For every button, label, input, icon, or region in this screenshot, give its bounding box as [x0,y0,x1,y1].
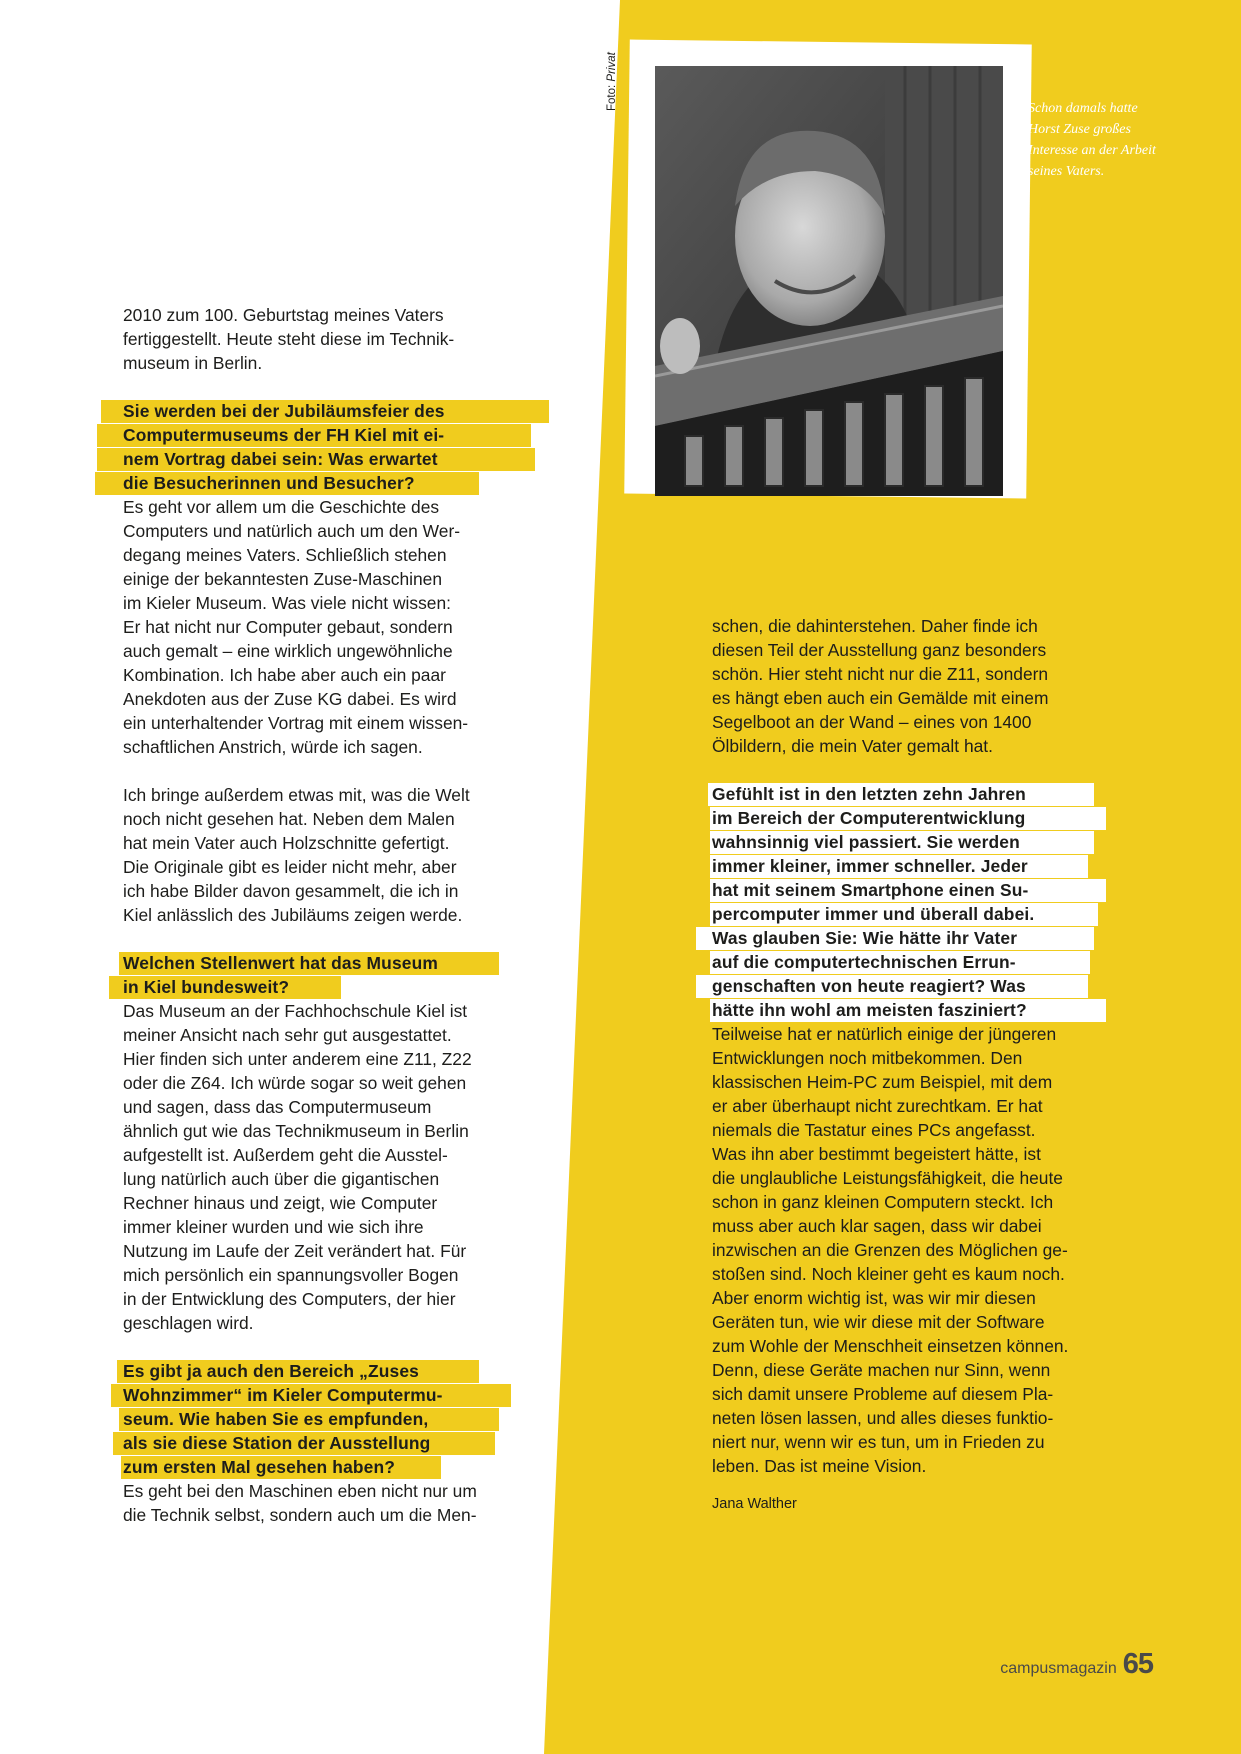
text-line: aufgestellt ist. Außerdem geht die Ausstel- [123,1145,448,1165]
text-line: Rechner hinaus und zeigt, wie Computer [123,1193,438,1213]
question-line: im Bereich der Computerentwicklung [712,808,1026,828]
text-line: stoßen sind. Noch kleiner geht es kaum noch. [712,1264,1065,1284]
question-line: zum ersten Mal gesehen haben? [123,1457,396,1477]
text-line: auch gemalt – eine wirklich ungewöhnliche [123,641,453,661]
question-line: die Besucherinnen und Besucher? [123,473,415,493]
author-name: Jana Walther [712,1496,797,1512]
text-line: niert nur, wenn wir es tun, um in Frieden zu [712,1432,1045,1452]
question-line: Es gibt ja auch den Bereich „Zuses [123,1361,419,1381]
text-line: ich habe Bilder davon gesammelt, die ich in [123,881,459,901]
text-line: im Kieler Museum. Was viele nicht wissen: [123,593,451,613]
text-line: Entwicklungen noch mitbekommen. Den [712,1048,1023,1068]
caption-line: Horst Zuse großes [1028,122,1131,137]
text-line: Geräten tun, wie wir diese mit der Software [712,1312,1045,1332]
text-line: degang meines Vaters. Schließlich stehen [123,545,447,565]
text-line: Was ihn aber bestimmt begeistert hätte, ist [712,1144,1041,1164]
caption-line: seines Vaters. [1028,164,1105,179]
interview-answer [123,495,533,759]
text-line: meiner Ansicht nach sehr gut ausgestattet. [123,1025,452,1045]
text-line: er aber überhaupt nicht zurechtkam. Er hat [712,1096,1043,1116]
text-line: Das Museum an der Fachhochschule Kiel ist [123,1001,468,1021]
text-line: einige der bekanntesten Zuse-Maschinen [123,569,443,589]
question-line: Was glauben Sie: Wie hätte ihr Vater [712,928,1018,948]
text-line: Computers und natürlich auch um den Wer- [123,521,461,541]
interview-answer [123,783,533,927]
interview-answer [712,614,1112,758]
text-line: lung natürlich auch über die gigantischen [123,1169,440,1189]
interview-answer [123,999,533,1335]
text-line: schen, die dahinterstehen. Daher finde ich [712,616,1038,636]
text-line: Die Originale gibt es leider nicht mehr, aber [123,857,457,877]
text-line: Kombination. Ich habe aber auch ein paar [123,665,446,685]
text-line: oder die Z64. Ich würde sogar so weit gehen [123,1073,467,1093]
interview-question [123,951,533,999]
text-line: zum Wohle der Menschheit einsetzen können. [712,1336,1069,1356]
text-line: mich persönlich ein spannungsvoller Bogen [123,1265,459,1285]
text-line: inzwischen an die Grenzen des Möglichen ge- [712,1240,1068,1260]
question-line: nem Vortrag dabei sein: Was erwartet [123,449,438,469]
text-line: Denn, diese Geräte machen nur Sinn, wenn [712,1360,1051,1380]
text-line: immer kleiner wurden und wie sich ihre [123,1217,424,1237]
text-line: neten lösen lassen, und alles dieses funktio- [712,1408,1054,1428]
page-number: 65 [1122,1648,1153,1680]
right-column [712,614,1112,1478]
left-column [123,303,533,1527]
text-line: schon in ganz kleinen Computern steckt. Ich [712,1192,1054,1212]
question-line: hätte ihn wohl am meisten fasziniert? [712,1000,1027,1020]
text-line: ähnlich gut wie das Technikmuseum in Berlin [123,1121,469,1141]
text-line: schaftlichen Anstrich, würde ich sagen. [123,737,423,757]
text-line: schön. Hier steht nicht nur die Z11, sondern [712,664,1049,684]
text-line: klassischen Heim-PC zum Beispiel, mit dem [712,1072,1053,1092]
interview-question [123,399,533,495]
page-footer [1000,1648,1153,1681]
text-line: Er hat nicht nur Computer gebaut, sondern [123,617,453,637]
text-line: fertiggestellt. Heute steht diese im Technik- [123,329,455,349]
question-line: auf die computertechnischen Errun- [712,952,1016,972]
question-line: wahnsinnig viel passiert. Sie werden [712,832,1020,852]
text-line: hat mein Vater auch Holzschnitte gefertigt. [123,833,450,853]
caption-line: Interesse an der Arbeit [1028,143,1156,158]
text-line: Es geht bei den Maschinen eben nicht nur um [123,1481,477,1501]
text-line: noch nicht gesehen hat. Neben dem Malen [123,809,455,829]
text-line: museum in Berlin. [123,353,263,373]
text-line: ein unterhaltender Vortrag mit einem wissen- [123,713,469,733]
text-line: Hier finden sich unter anderem eine Z11, Z22 [123,1049,472,1069]
text-line: Ölbildern, die mein Vater gemalt hat. [712,736,993,756]
text-line: leben. Das ist meine Vision. [712,1456,927,1476]
magazine-name: campusmagazin [1000,1660,1117,1677]
question-line: hat mit seinem Smartphone einen Su- [712,880,1029,900]
interview-question [712,782,1112,1022]
text-line: Ich bringe außerdem etwas mit, was die Welt [123,785,470,805]
text-line: und sagen, dass das Computermuseum [123,1097,432,1117]
question-line: immer kleiner, immer schneller. Jeder [712,856,1028,876]
interview-question [123,1359,533,1479]
text-line: Kiel anlässlich des Jubiläums zeigen werde. [123,905,463,925]
caption-line: Schon damals hatte [1028,101,1138,116]
text-line: Teilweise hat er natürlich einige der jüngeren [712,1024,1057,1044]
question-line: Gefühlt ist in den letzten zehn Jahren [712,784,1026,804]
text-line: es hängt eben auch ein Gemälde mit einem [712,688,1049,708]
photo-credit: Foto: Privat [606,52,618,111]
question-line: in Kiel bundesweit? [123,977,290,997]
text-line: niemals die Tastatur eines PCs angefasst. [712,1120,1036,1140]
question-line: genschaften von heute reagiert? Was [712,976,1026,996]
text-line: Segelboot an der Wand – eines von 1400 [712,712,1032,732]
text-line: muss aber auch klar sagen, dass wir dabei [712,1216,1042,1236]
text-line: die Technik selbst, sondern auch um die Men- [123,1505,477,1525]
historical-photo [655,66,1003,496]
question-line: als sie diese Station der Ausstellung [123,1433,431,1453]
text-line: Aber enorm wichtig ist, was wir mir diesen [712,1288,1036,1308]
text-line: sich damit unsere Probleme auf diesem Pla- [712,1384,1054,1404]
question-line: percomputer immer und überall dabei. [712,904,1035,924]
question-line: Welchen Stellenwert hat das Museum [123,953,438,973]
text-line: geschlagen wird. [123,1313,254,1333]
text-line: Nutzung im Laufe der Zeit verändert hat. Für [123,1241,467,1261]
text-line: diesen Teil der Ausstellung ganz besonders [712,640,1047,660]
question-line: Sie werden bei der Jubiläumsfeier des [123,401,445,421]
text-line: die unglaubliche Leistungsfähigkeit, die heute [712,1168,1063,1188]
interview-answer [712,1022,1112,1478]
paragraph [123,303,533,375]
text-line: Anekdoten aus der Zuse KG dabei. Es wird [123,689,457,709]
question-line: Computermuseums der FH Kiel mit ei- [123,425,445,445]
text-line: Es geht vor allem um die Geschichte des [123,497,440,517]
photo-caption [1028,98,1178,182]
question-line: seum. Wie haben Sie es empfunden, [123,1409,429,1429]
text-line: in der Entwicklung des Computers, der hier [123,1289,456,1309]
question-line: Wohnzimmer“ im Kieler Computermu- [123,1385,443,1405]
interview-answer [123,1479,533,1527]
text-line: 2010 zum 100. Geburtstag meines Vaters [123,305,444,325]
